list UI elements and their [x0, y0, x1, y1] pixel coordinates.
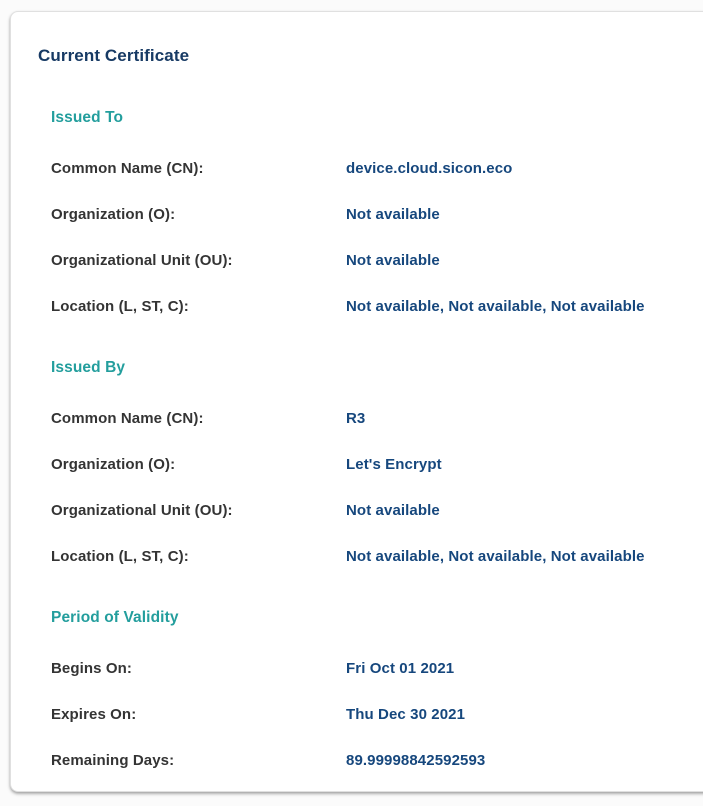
field-label: Begins On:: [51, 660, 133, 677]
cert-field-row: [51, 205, 703, 225]
section-heading: Issued By: [51, 359, 126, 376]
cert-field-row: [51, 705, 703, 725]
field-value: Fri Oct 01 2021: [346, 660, 455, 677]
field-value: Thu Dec 30 2021: [346, 706, 466, 723]
section-period-of-validity: [51, 608, 703, 771]
field-label: Expires On:: [51, 706, 137, 723]
cert-field-row: [51, 251, 703, 271]
field-label: Common Name (CN):: [51, 410, 204, 427]
cert-field-row: [51, 297, 703, 317]
field-value: device.cloud.sicon.eco: [346, 160, 513, 177]
field-value: Not available: [346, 206, 440, 223]
field-label: Organization (O):: [51, 206, 176, 223]
field-label: Remaining Days:: [51, 752, 175, 769]
field-label: Organizational Unit (OU):: [51, 502, 233, 519]
certificate-card: [10, 11, 703, 792]
field-label: Organizational Unit (OU):: [51, 252, 233, 269]
section-heading: Issued To: [51, 109, 124, 126]
field-label: Common Name (CN):: [51, 160, 204, 177]
field-value: Not available: [346, 502, 440, 519]
field-value: 89.99998842592593: [346, 752, 486, 769]
cert-field-row: [51, 547, 703, 567]
field-value: Not available, Not available, Not available: [346, 298, 645, 315]
cert-field-row: [51, 455, 703, 475]
field-value: Not available: [346, 252, 440, 269]
field-value: Let's Encrypt: [346, 456, 442, 473]
field-value: Not available, Not available, Not available: [346, 548, 645, 565]
section-issued-to: [51, 108, 703, 317]
field-label: Location (L, ST, C):: [51, 298, 189, 315]
field-value: R3: [346, 410, 366, 427]
cert-field-row: [51, 159, 703, 179]
field-label: Organization (O):: [51, 456, 176, 473]
cert-field-row: [51, 501, 703, 521]
field-label: Location (L, ST, C):: [51, 548, 189, 565]
cert-field-row: [51, 409, 703, 429]
section-heading: Period of Validity: [51, 609, 179, 626]
cert-field-row: [51, 751, 703, 771]
card-title: Current Certificate: [38, 46, 190, 65]
section-issued-by: [51, 358, 703, 567]
cert-field-row: [51, 659, 703, 679]
